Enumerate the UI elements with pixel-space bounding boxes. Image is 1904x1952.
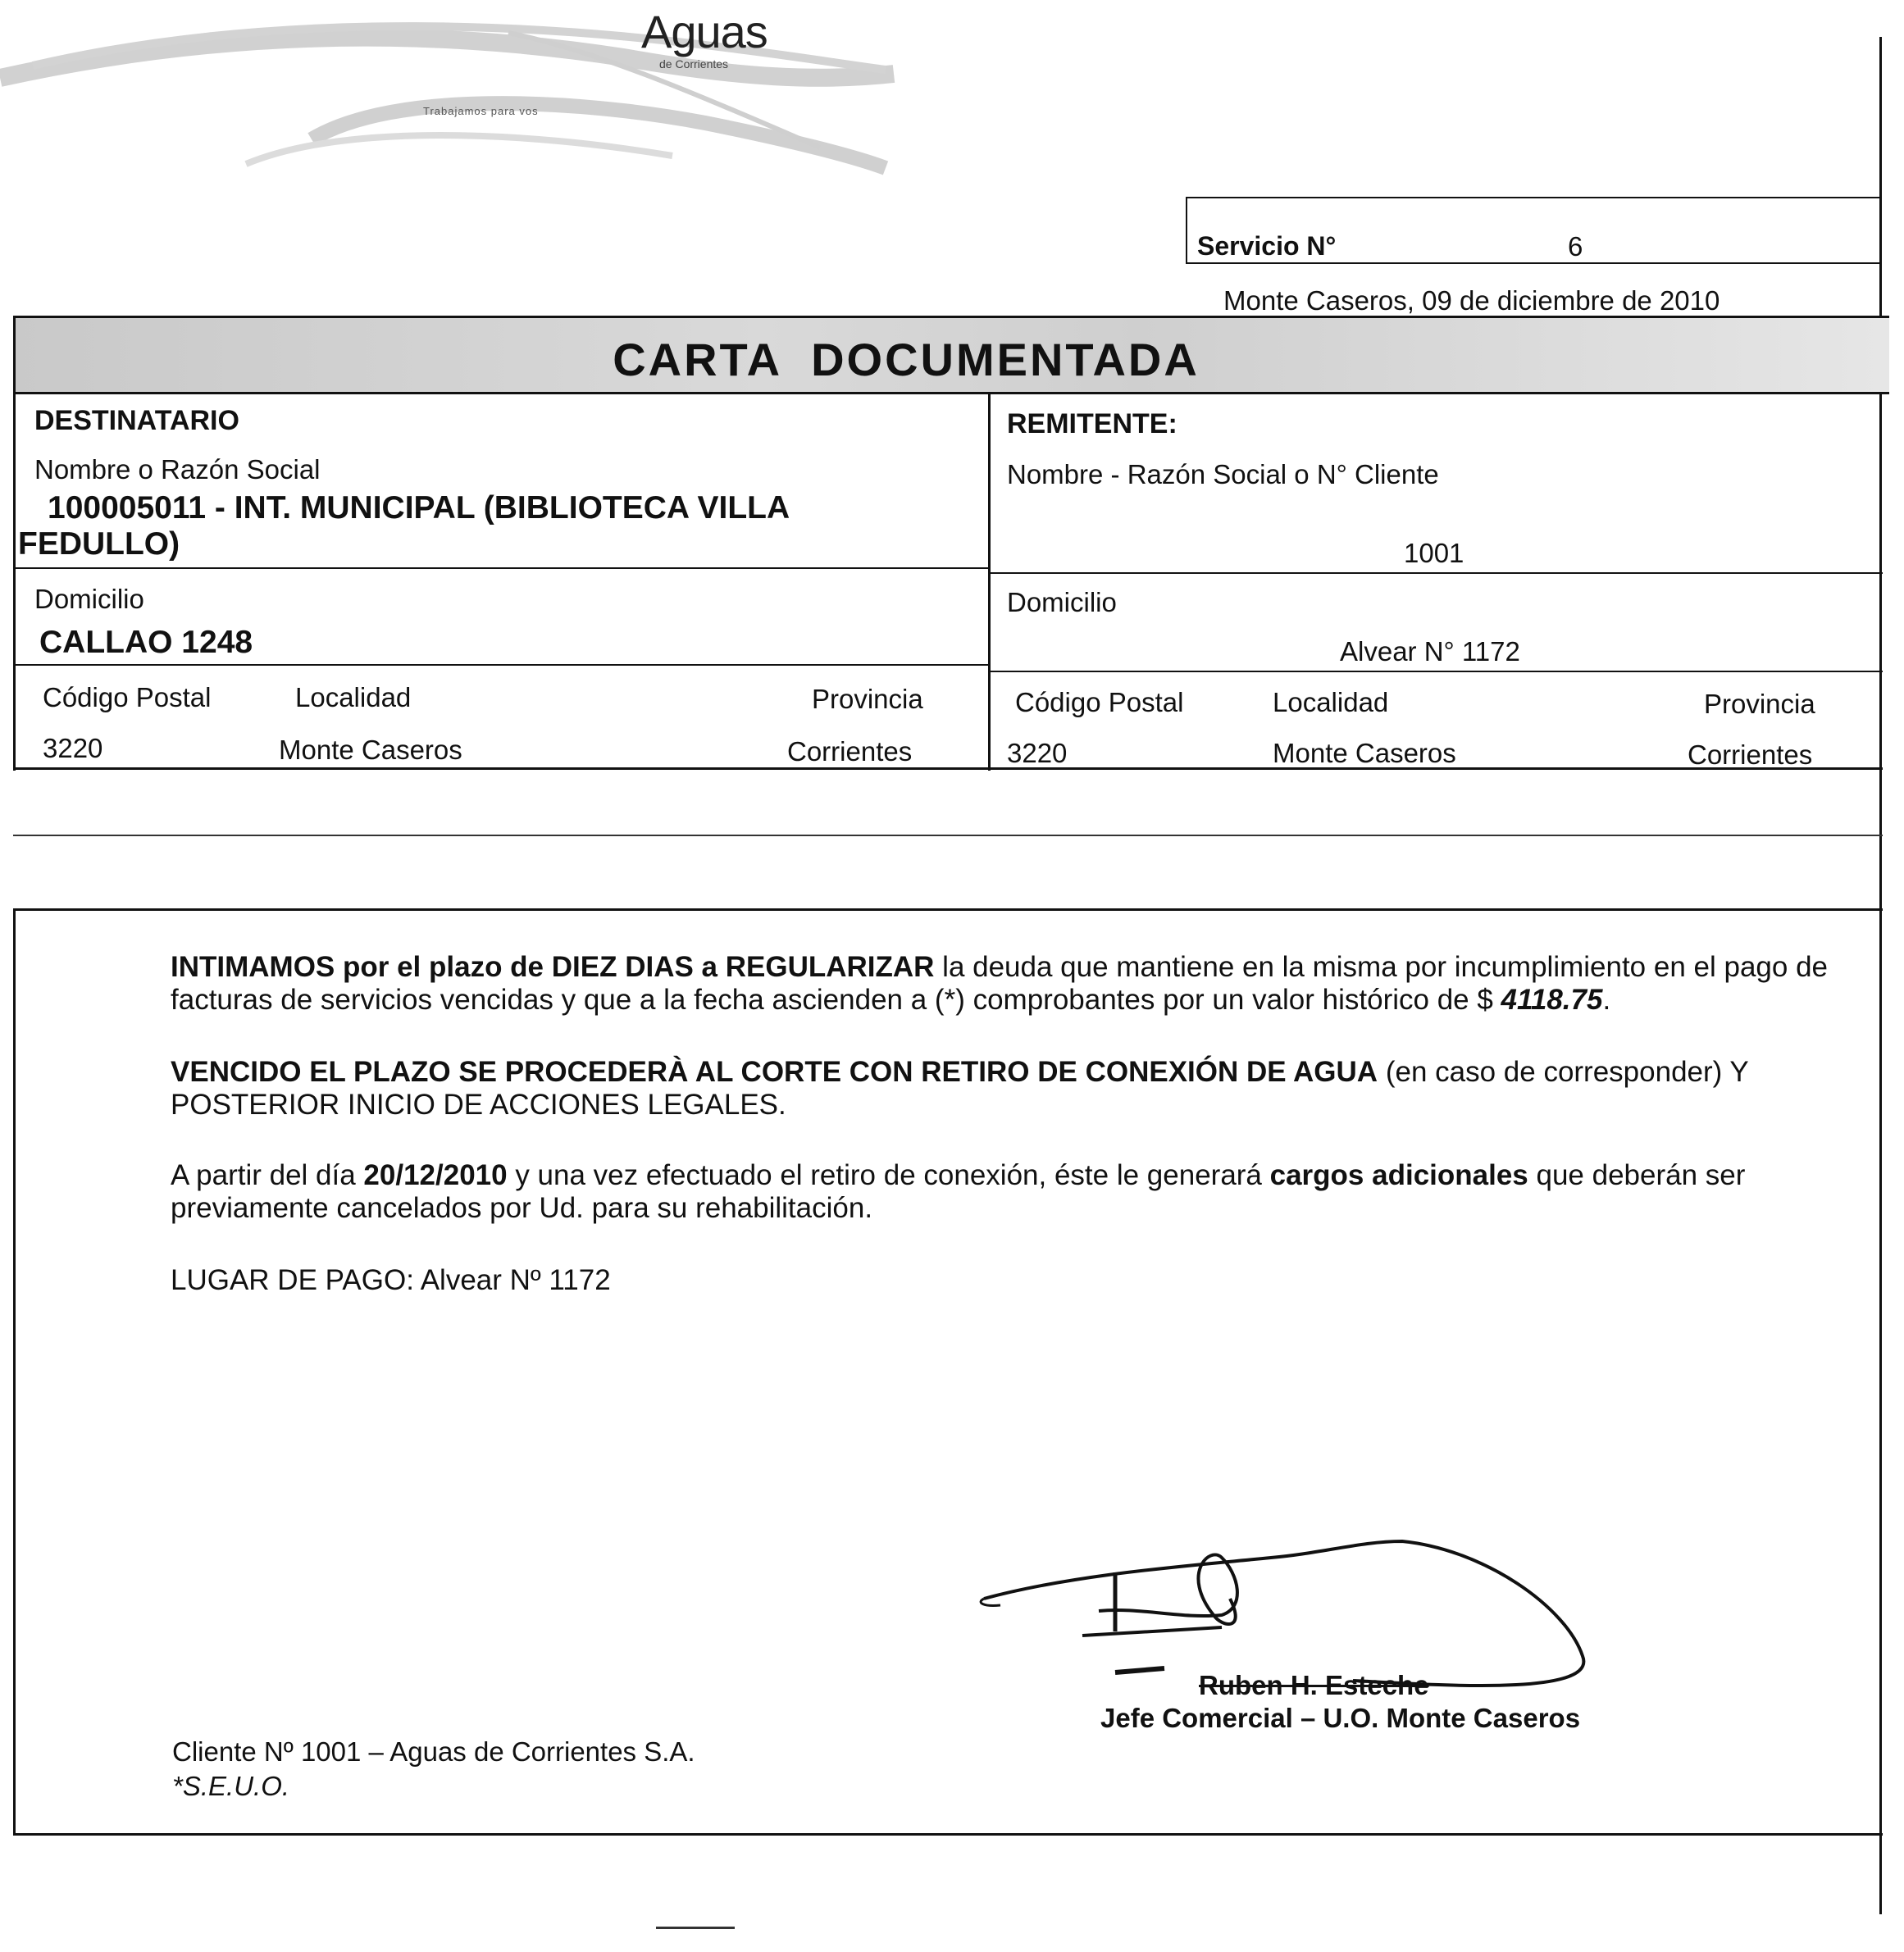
rem-row-divider-2 (989, 671, 1883, 672)
message-box-top (13, 908, 1883, 911)
footer-cliente: Cliente Nº 1001 – Aguas de Corrientes S.A. (172, 1736, 695, 1767)
message-box-left (13, 908, 16, 1835)
logo-tagline: Trabajamos para vos (423, 105, 539, 117)
destinatario-localidad-label: Localidad (295, 682, 412, 712)
paragraph-vencido (171, 1056, 1860, 1122)
remitente-localidad-label: Localidad (1273, 687, 1389, 717)
servicio-box-bottom (1186, 262, 1882, 264)
remitente-heading: REMITENTE: (1007, 408, 1177, 439)
remitente-provincia-label: Provincia (1704, 689, 1815, 719)
vencido-text: (en caso de corresponder) Y POSTERIOR INICIO DE ACCIONES LEGALES. (171, 1056, 1749, 1121)
cargos-text-2: y una vez efectuado el retiro de conexión, éste le generará (507, 1159, 1270, 1191)
destinatario-name-line1: 100005011 - INT. MUNICIPAL (BIBLIOTECA VILLA (48, 490, 790, 526)
table-left-border (13, 316, 16, 771)
servicio-number: 6 (1568, 231, 1583, 262)
debt-amount: 4118.75 (1501, 984, 1603, 1016)
title-bar (13, 316, 1889, 394)
document-title: CARTA DOCUMENTADA (613, 334, 1200, 385)
logo-wordmark: Aguas (641, 6, 768, 57)
destinatario-cp: 3220 (43, 733, 103, 763)
remitente-cp-label: Código Postal (1015, 687, 1184, 717)
separator-line (13, 835, 1883, 836)
table-center-divider (988, 392, 991, 771)
vencido-bold: VENCIDO EL PLAZO SE PROCEDERÀ AL CORTE CON RETIRO DE CONEXIÓN DE AGUA (171, 1056, 1378, 1088)
destinatario-name-line2: FEDULLO) (18, 526, 180, 562)
intimacion-bold: INTIMAMOS por el plazo de DIEZ DIAS a REGULARIZAR (171, 951, 935, 983)
place-date: Monte Caseros, 09 de diciembre de 2010 (1223, 285, 1720, 316)
destinatario-heading: DESTINATARIO (34, 405, 239, 436)
intimacion-end: . (1602, 984, 1611, 1016)
servicio-label: Servicio N° (1197, 231, 1337, 261)
table-bottom-border (13, 767, 1883, 770)
handwritten-signature (976, 1525, 1615, 1689)
footer-seuo: *S.E.U.O. (172, 1771, 290, 1801)
remitente-cp: 3220 (1007, 738, 1068, 768)
remitente-domicilio: Alvear N° 1172 (1340, 636, 1520, 667)
servicio-box-top (1186, 197, 1882, 198)
destinatario-name-label: Nombre o Razón Social (34, 454, 321, 485)
signer-name: Ruben H. Esteche (1199, 1670, 1429, 1700)
destinatario-cp-label: Código Postal (43, 682, 212, 712)
remitente-provincia: Corrientes (1688, 739, 1813, 770)
remitente-localidad: Monte Caseros (1273, 738, 1456, 768)
lugar-de-pago: LUGAR DE PAGO: Alvear Nº 1172 (171, 1264, 611, 1296)
destinatario-localidad: Monte Caseros (279, 735, 462, 765)
cargos-date: 20/12/2010 (363, 1159, 508, 1191)
remitente-domicilio-label: Domicilio (1007, 587, 1117, 617)
servicio-box-left (1186, 197, 1187, 262)
rem-row-divider-1 (989, 572, 1883, 574)
signer-title: Jefe Comercial – U.O. Monte Caseros (1100, 1703, 1581, 1733)
destinatario-provincia: Corrientes (787, 736, 913, 767)
paragraph-cargos (171, 1159, 1860, 1225)
cargos-text-3: que deberán ser previamente cancelados por Ud. para su rehabilitación. (171, 1159, 1746, 1224)
remitente-cliente: 1001 (1404, 538, 1464, 568)
remitente-name-label: Nombre - Razón Social o N° Cliente (1007, 459, 1439, 489)
paragraph-intimacion (171, 951, 1860, 1017)
cargos-text-1: A partir del día (171, 1159, 364, 1191)
dest-row-divider-1 (13, 567, 989, 569)
message-box-bottom (13, 1833, 1883, 1836)
bottom-mark (656, 1927, 735, 1929)
destinatario-provincia-label: Provincia (812, 684, 923, 714)
destinatario-domicilio: CALLAO 1248 (39, 625, 253, 660)
cargos-adicionales: cargos adicionales (1269, 1159, 1528, 1191)
intimacion-text: la deuda que mantiene en la misma por incumplimiento en el pago de facturas de servicios vencidas y que a la fecha ascienden a (*) comprobantes por un valor histórico de $ (171, 951, 1829, 1016)
dest-row-divider-2 (13, 664, 989, 666)
destinatario-domicilio-label: Domicilio (34, 584, 144, 614)
logo-subtitle: de Corrientes (659, 57, 729, 71)
